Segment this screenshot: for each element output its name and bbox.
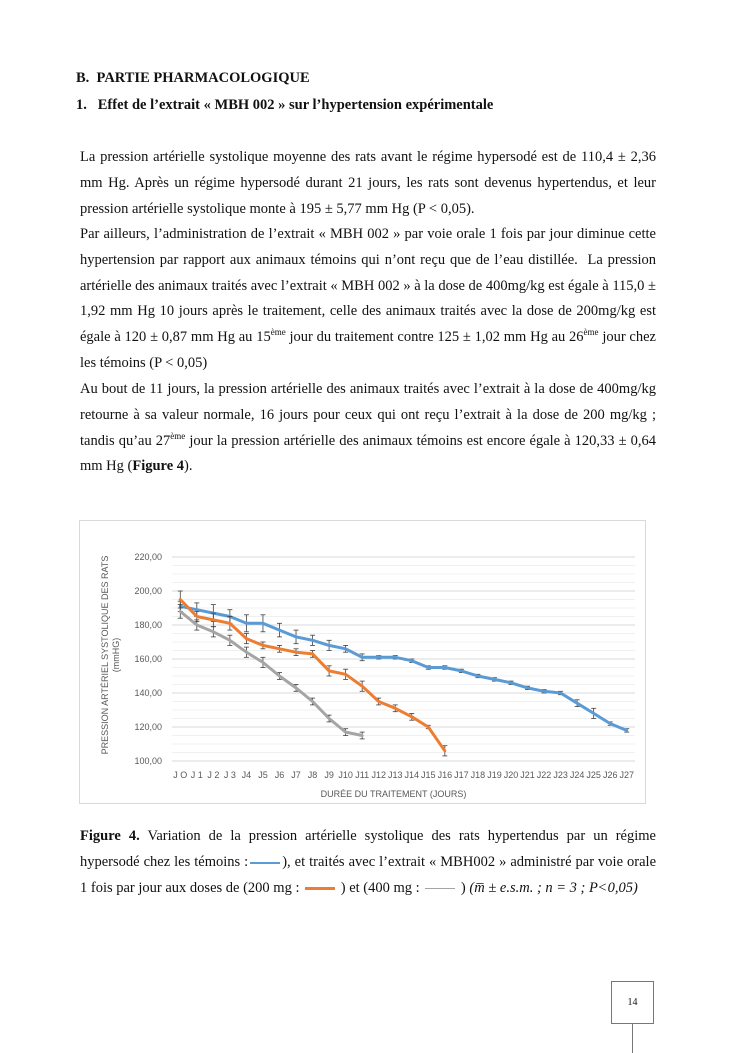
x-tick-label: J 3 bbox=[223, 770, 236, 780]
x-tick-label: J7 bbox=[291, 770, 301, 780]
legend-200mg-swatch bbox=[305, 887, 335, 890]
page-number-rule bbox=[632, 1024, 633, 1053]
x-tick-label: J 2 bbox=[207, 770, 220, 780]
x-tick-label: J25 bbox=[586, 770, 601, 780]
page-number: 14 bbox=[611, 981, 654, 1024]
y-tick-label: 200,00 bbox=[134, 586, 162, 596]
x-tick-label: J4 bbox=[241, 770, 252, 780]
x-tick-label: J9 bbox=[324, 770, 334, 780]
series-line-200mg bbox=[180, 600, 445, 751]
x-tick-label: J 1 bbox=[190, 770, 203, 780]
line-chart bbox=[80, 521, 645, 803]
x-tick-label: J10 bbox=[338, 770, 353, 780]
x-tick-label: J6 bbox=[274, 770, 285, 780]
subsection-heading: 1. Effet de l’extrait « MBH 002 » sur l’hypertension expérimentale bbox=[76, 97, 494, 113]
x-tick-label: J16 bbox=[437, 770, 453, 780]
paragraph-2: Par ailleurs, l’administration de l’extrait « MBH 002 » par voie orale 1 fois par jour diminue cette hypertension par rapport aux animaux témoins qui n’ont reçu que de l’eau distillée. La pression artérielle des animaux traités avec l’extrait « MBH 002 » à la dose de 400mg/kg est égale à 115,0 ± 1,92 mm Hg 10 jours après le traitement, celle des animaux traités avec la dose de 200mg/kg est égale à 120 ± 0,87 mm Hg au 15ème jour du traitement contre 125 ± 1,02 mm Hg au 26ème jour chez les témoins (P ˂ 0,05) bbox=[80, 226, 656, 371]
y-tick-label: 140,00 bbox=[134, 688, 162, 698]
x-tick-label: J18 bbox=[470, 770, 486, 780]
x-tick-label: J13 bbox=[387, 770, 403, 780]
x-tick-label: J26 bbox=[602, 770, 618, 780]
x-tick-label: J22 bbox=[536, 770, 552, 780]
y-axis-title: PRESSION ARTÉRIEL SYSTOLIQUE DES RATS(mmHG) bbox=[100, 555, 121, 755]
y-tick-label: 220,00 bbox=[134, 552, 162, 562]
x-axis-title: DURÉE DU TRAITEMENT (JOURS) bbox=[320, 789, 467, 799]
figure-4-chart bbox=[79, 520, 646, 804]
x-tick-label: J27 bbox=[619, 770, 634, 780]
x-tick-label: J15 bbox=[421, 770, 436, 780]
x-tick-label: J24 bbox=[569, 770, 585, 780]
section-heading: B. PARTIE PHARMACOLOGIQUE bbox=[76, 70, 310, 86]
x-tick-label: J19 bbox=[487, 770, 502, 780]
paragraph-3: Au bout de 11 jours, la pression artérielle des animaux traités avec l’extrait à la dose de 400mg/kg retourne à sa valeur normale, 16 jours pour ceux qui ont reçu l’extrait à la dose de 200 mg/kg ; tandis qu’au 27ème jour la pression artérielle des animaux témoins est encore égale à 120,33 ± 0,64 mm Hg (Figure 4). bbox=[80, 381, 656, 475]
x-tick-label: J17 bbox=[454, 770, 469, 780]
y-tick-label: 120,00 bbox=[134, 722, 162, 732]
x-tick-label: J5 bbox=[258, 770, 268, 780]
x-tick-label: J21 bbox=[520, 770, 535, 780]
x-tick-label: J12 bbox=[371, 770, 386, 780]
x-tick-label: J23 bbox=[553, 770, 568, 780]
x-tick-label: J14 bbox=[404, 770, 420, 780]
x-tick-label: J O bbox=[173, 770, 188, 780]
y-tick-label: 100,00 bbox=[134, 756, 162, 766]
x-tick-label: J11 bbox=[355, 770, 370, 780]
legend-400mg-swatch bbox=[425, 888, 455, 889]
x-tick-label: J20 bbox=[503, 770, 519, 780]
figure-caption: Figure 4. Variation de la pression artérielle systolique des rats hypertendus par un régime hypersodé chez les témoins : ), et traités avec l’extrait « MBH002 » administré par voie orale 1 fois par jour aux doses de (200 mg : ) et (400 mg : ) (m̅ ± e.s.m. ; n = 3 ; P˂0,05) bbox=[80, 828, 657, 896]
x-tick-label: J8 bbox=[307, 770, 318, 780]
y-tick-label: 180,00 bbox=[134, 620, 162, 630]
legend-control-swatch bbox=[250, 862, 280, 864]
y-tick-label: 160,00 bbox=[134, 654, 162, 664]
paragraph-1: La pression artérielle systolique moyenne des rats avant le régime hypersodé est de 110,4 ± 2,36 mm Hg. Après un régime hypersodé durant 21 jours, les rats sont devenus hypertendus, et leur pression artérielle systolique monte à 195 ± 5,77 mm Hg (P ˂ 0,05). bbox=[80, 149, 656, 217]
